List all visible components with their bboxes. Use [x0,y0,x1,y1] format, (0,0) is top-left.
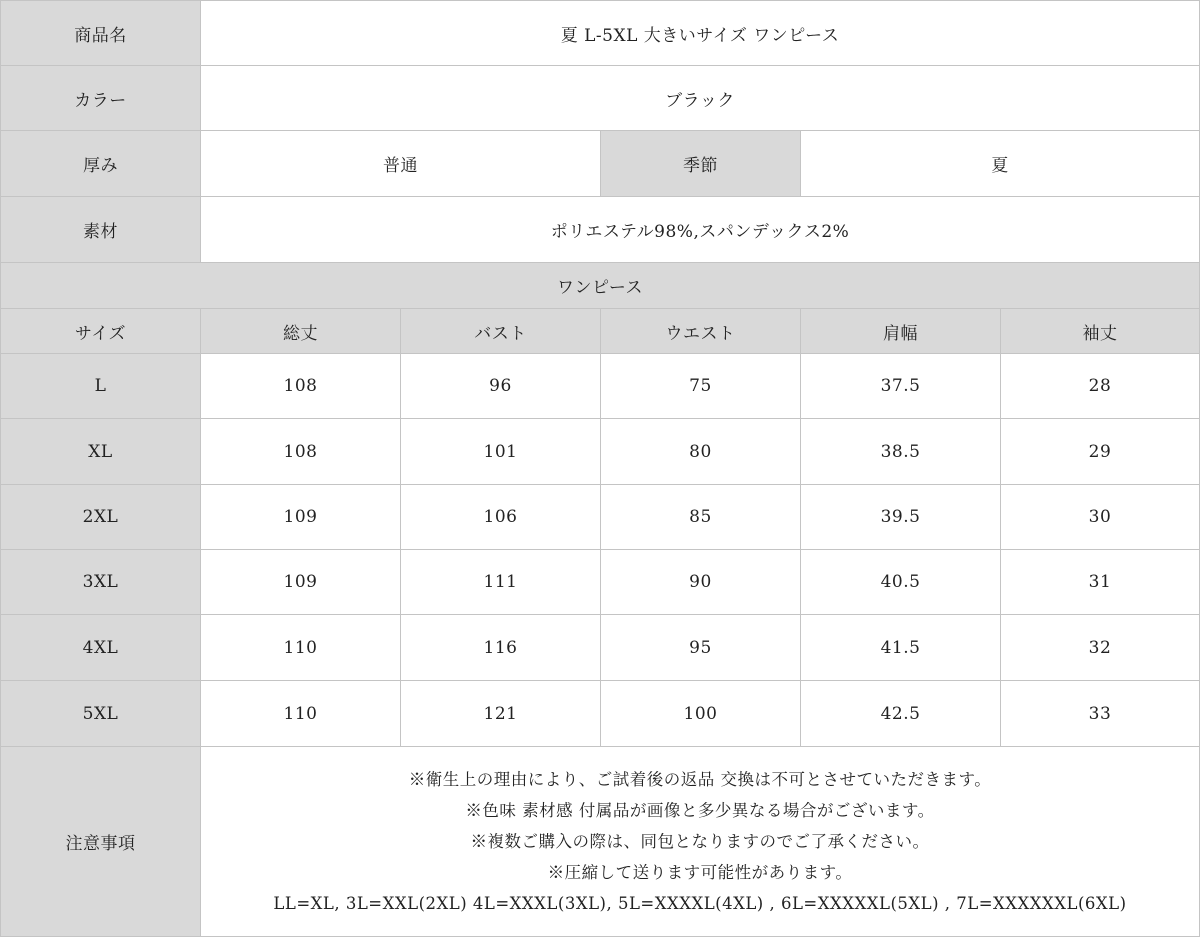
product-name-label: 商品名 [0,0,201,66]
column-header-length: 総丈 [200,308,401,354]
notes-line: ※圧縮して送ります可能性があります。 [547,863,853,882]
column-header-sleeve: 袖丈 [1000,308,1200,354]
material-value: ポリエステル98%,スパンデックス2% [200,196,1200,263]
size-conversion-line: LL=XL, 3L=XXL(2XL) 4L=XXXL(3XL), 5L=XXXXL(4XL) , 6L=XXXXXL(5XL) , 7L=XXXXXXL(6XL) [273,894,1127,913]
table-cell: 116 [400,614,601,681]
material-label: 素材 [0,196,201,263]
table-cell: 111 [400,549,601,615]
table-cell: 96 [400,353,601,419]
table-cell: 106 [400,484,601,550]
season-value: 夏 [800,130,1200,197]
table-cell: 75 [600,353,801,419]
column-header-shoulder: 肩幅 [800,308,1001,354]
size-table-title: ワンピース [0,262,1200,309]
table-cell: 90 [600,549,801,615]
season-label: 季節 [600,130,801,197]
table-row-size: 2XL [0,484,201,550]
table-cell: 95 [600,614,801,681]
table-cell: 121 [400,680,601,747]
color-value: ブラック [200,65,1200,131]
table-cell: 42.5 [800,680,1001,747]
table-row-size: 5XL [0,680,201,747]
table-row-size: 3XL [0,549,201,615]
table-cell: 101 [400,418,601,485]
table-cell: 109 [200,549,401,615]
thickness-label: 厚み [0,130,201,197]
column-header-size: サイズ [0,308,201,354]
table-cell: 108 [200,353,401,419]
table-cell: 85 [600,484,801,550]
notes-label: 注意事項 [0,746,201,937]
table-row-size: L [0,353,201,419]
table-cell: 30 [1000,484,1200,550]
table-cell: 32 [1000,614,1200,681]
column-header-waist: ウエスト [600,308,801,354]
table-cell: 109 [200,484,401,550]
notes-line: ※複数ご購入の際は、同包となりますのでご了承ください。 [470,832,930,851]
table-cell: 41.5 [800,614,1001,681]
table-cell: 29 [1000,418,1200,485]
table-cell: 80 [600,418,801,485]
table-cell: 31 [1000,549,1200,615]
table-row-size: XL [0,418,201,485]
product-name-value: 夏 L-5XL 大きいサイズ ワンピース [200,0,1200,66]
table-cell: 38.5 [800,418,1001,485]
table-cell: 40.5 [800,549,1001,615]
table-cell: 110 [200,680,401,747]
table-cell: 108 [200,418,401,485]
notes-body [200,746,1200,937]
table-cell: 28 [1000,353,1200,419]
thickness-value: 普通 [200,130,601,197]
table-cell: 39.5 [800,484,1001,550]
table-row-size: 4XL [0,614,201,681]
table-cell: 110 [200,614,401,681]
notes-line: ※衛生上の理由により、ご試着後の返品 交換は不可とさせていただきます。 [408,770,992,789]
column-header-bust: バスト [400,308,601,354]
color-label: カラー [0,65,201,131]
table-cell: 37.5 [800,353,1001,419]
table-cell: 33 [1000,680,1200,747]
notes-line: ※色味 素材感 付属品が画像と多少異なる場合がございます。 [465,801,935,820]
table-cell: 100 [600,680,801,747]
